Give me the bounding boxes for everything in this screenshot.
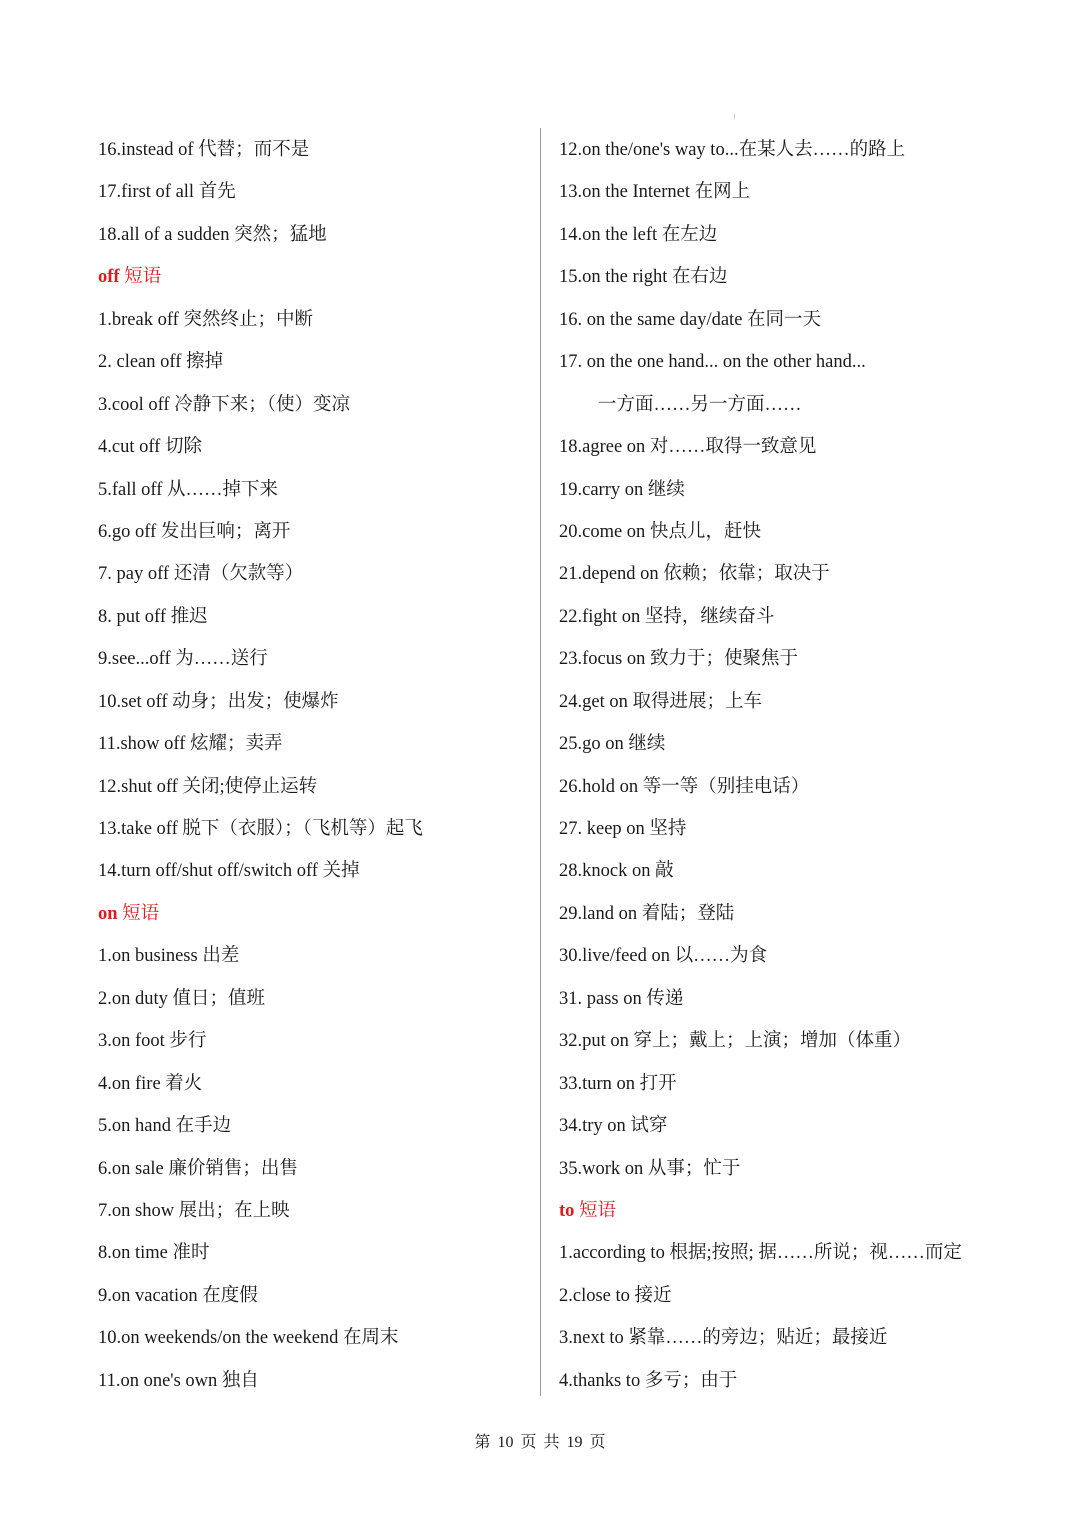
right-phrase-entry: 25.go on 继续 bbox=[559, 734, 666, 755]
left-phrase-entry: 7.on show 展出；在上映 bbox=[98, 1200, 290, 1221]
left-section-heading bbox=[98, 892, 530, 934]
right-phrase-entry: 14.on the left 在左边 bbox=[559, 224, 718, 245]
right-phrase-entry: 4.thanks to 多亏；由于 bbox=[559, 1370, 738, 1391]
left-phrase-entry: 10.set off 动身；出发；使爆炸 bbox=[98, 691, 339, 712]
heading-label: 短语 bbox=[117, 903, 160, 924]
left-phrase-entry: 2. clean off 擦掉 bbox=[98, 352, 224, 373]
left-phrase-entry: 5.on hand 在手边 bbox=[98, 1116, 232, 1137]
right-phrase-entry: 20.come on 快点儿，赶快 bbox=[559, 521, 761, 542]
right-phrase-entry: 18.agree on 对……取得一致意见 bbox=[559, 437, 817, 458]
right-phrase-entry: 33.turn on 打开 bbox=[559, 1073, 677, 1094]
right-phrase-entry: 22.fight on 坚持，继续奋斗 bbox=[559, 606, 775, 627]
left-phrase-entry: 6.on sale 廉价销售；出售 bbox=[98, 1158, 298, 1179]
left-phrase-entry: 6.go off 发出巨响；离开 bbox=[98, 521, 291, 542]
left-column bbox=[98, 128, 530, 1401]
right-phrase-entry: 27. keep on 坚持 bbox=[559, 819, 687, 839]
header-tick-mark bbox=[734, 114, 735, 119]
right-phrase-entry: 1.according to 根据;按照; 据……所说；视……而定 bbox=[559, 1243, 962, 1264]
right-phrase-entry: 26.hold on 等一等（别挂电话） bbox=[559, 776, 810, 797]
right-phrase-entry: 35.work on 从事；忙于 bbox=[559, 1158, 741, 1179]
heading-label: 短语 bbox=[574, 1200, 617, 1221]
right-phrase-entry: 19.carry on 继续 bbox=[559, 479, 685, 500]
left-phrase-entry: 11.on one's own 独自 bbox=[98, 1370, 259, 1391]
right-phrase-entry: 24.get on 取得进展；上车 bbox=[559, 691, 762, 712]
left-phrase-entry: 9.see...off 为……送行 bbox=[98, 649, 268, 670]
right-phrase-entry: 21.depend on 依赖；依靠；取决于 bbox=[559, 564, 830, 585]
left-phrase-entry: 11.show off 炫耀；卖弄 bbox=[98, 734, 283, 755]
left-phrase-entry: 10.on weekends/on the weekend 在周末 bbox=[98, 1328, 399, 1349]
right-phrase-entry: 34.try on 试穿 bbox=[559, 1116, 668, 1137]
right-phrase-entry: 17. on the one hand... on the other hand... bbox=[559, 352, 866, 373]
left-phrase-entry: 18.all of a sudden 突然；猛地 bbox=[98, 224, 327, 245]
right-phrase-entry: 12.on the/one's way to...在某人去……的路上 bbox=[559, 140, 906, 160]
left-phrase-entry: 3.on foot 步行 bbox=[98, 1031, 207, 1052]
heading-keyword: off bbox=[98, 267, 120, 288]
column-divider bbox=[540, 128, 541, 1396]
heading-label: 短语 bbox=[119, 267, 162, 288]
right-section-heading bbox=[559, 1189, 1029, 1231]
left-phrase-entry: 9.on vacation 在度假 bbox=[98, 1285, 258, 1306]
right-phrase-entry: 3.next to 紧靠……的旁边；贴近；最接近 bbox=[559, 1328, 888, 1349]
left-phrase-entry: 4.on fire 着火 bbox=[98, 1073, 203, 1094]
left-phrase-entry: 4.cut off 切除 bbox=[98, 437, 202, 458]
right-phrase-entry: 2.close to 接近 bbox=[559, 1285, 672, 1306]
left-phrase-entry: 16.instead of 代替；而不是 bbox=[98, 140, 310, 160]
right-phrase-entry: 30.live/feed on 以……为食 bbox=[559, 946, 768, 967]
right-phrase-entry: 32.put on 穿上；戴上；上演；增加（体重） bbox=[559, 1031, 912, 1052]
right-phrase-entry: 16. on the same day/date 在同一天 bbox=[559, 309, 822, 330]
left-phrase-entry: 8.on time 准时 bbox=[98, 1243, 210, 1264]
left-phrase-entry: 3.cool off 冷静下来；（使）变凉 bbox=[98, 394, 350, 415]
left-phrase-entry: 7. pay off 还清（欠款等） bbox=[98, 564, 304, 585]
right-phrase-entry: 13.on the Internet 在网上 bbox=[559, 182, 751, 203]
right-column bbox=[559, 128, 1029, 1401]
left-phrase-entry: 14.turn off/shut off/switch off 关掉 bbox=[98, 861, 360, 882]
left-phrase-entry: 17.first of all 首先 bbox=[98, 182, 236, 203]
right-phrase-entry: 一方面……另一方面…… bbox=[598, 394, 802, 415]
right-phrase-entry: 15.on the right 在右边 bbox=[559, 267, 728, 288]
page-footer: 第 10 页 共 19 页 bbox=[474, 1434, 606, 1451]
left-phrase-entry: 1.break off 突然终止；中断 bbox=[98, 309, 313, 330]
left-phrase-entry: 2.on duty 值日；值班 bbox=[98, 988, 266, 1009]
left-phrase-entry: 12.shut off 关闭;使停止运转 bbox=[98, 776, 318, 797]
heading-keyword: to bbox=[559, 1200, 575, 1221]
left-phrase-entry: 5.fall off 从……掉下来 bbox=[98, 479, 279, 500]
right-phrase-entry: 23.focus on 致力于；使聚焦于 bbox=[559, 649, 798, 670]
right-phrase-entry: 29.land on 着陆；登陆 bbox=[559, 903, 735, 924]
right-phrase-entry: 28.knock on 敲 bbox=[559, 861, 674, 882]
left-phrase-entry: 1.on business 出差 bbox=[98, 946, 240, 967]
right-phrase-entry: 31. pass on 传递 bbox=[559, 988, 684, 1009]
left-section-heading bbox=[98, 255, 530, 297]
left-phrase-entry: 13.take off 脱下（衣服）；（飞机等）起飞 bbox=[98, 819, 423, 839]
left-phrase-entry: 8. put off 推迟 bbox=[98, 606, 208, 627]
heading-keyword: on bbox=[98, 903, 118, 924]
